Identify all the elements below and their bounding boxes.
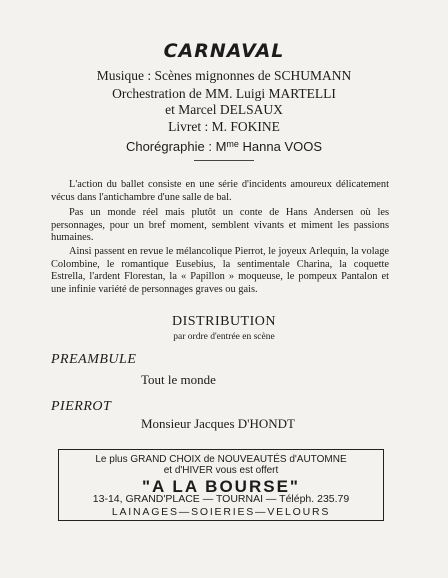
synopsis-paragraph-2: Pas un monde réel mais plutôt un conte de Hans Andersen où les personnages, pour un bref moment, semblent vivants et miment les passions humaines. — [51, 207, 389, 243]
role-name: PIERROT — [51, 399, 112, 414]
choreography-prefix: Chorégraphie : M — [125, 139, 227, 154]
distribution-heading: DISTRIBUTION — [172, 314, 276, 329]
choreography-credit — [0, 136, 448, 155]
orchestration-credit-2: et Marcel DELSAUX — [165, 102, 283, 117]
synopsis-paragraph-1: L'action du ballet consiste en une série d'incidents amoureux délicatement vécus dans l'antichambre d'une salle de bal. — [51, 179, 389, 203]
libretto-credit: Livret : M. FOKINE — [168, 119, 280, 134]
ad-address: 13-14, GRAND'PLACE — TOURNAI — Téléph. 235.79 — [92, 493, 350, 505]
role-name: PREAMBULE — [51, 352, 137, 367]
ad-store-name: "A LA BOURSE" — [142, 477, 300, 496]
choreography-name: Hanna VOOS — [238, 139, 323, 154]
synopsis-paragraph-3: Ainsi passent en revue le mélancolique Pierrot, le joyeux Arlequin, la volage Colombine, le romantique Eusebius, la sentimentale Charina, la coquette Estrella, l'ardent Florestan, la « Papillon » moqueuse, le pompeux Pantalon et une infinie variété de personnages graves ou gais. — [51, 246, 389, 295]
advertisement-box — [58, 449, 384, 521]
divider-rule — [194, 160, 254, 161]
ballet-title: CARNAVAL — [163, 40, 285, 62]
ad-products: LAINAGES—SOIERIES—VELOURS — [111, 506, 331, 518]
role-cast: Tout le monde — [141, 372, 216, 387]
ad-line-1: Le plus GRAND CHOIX de NOUVEAUTÉS d'AUTOMNE — [95, 454, 347, 465]
choreography-superscript: me — [226, 139, 239, 149]
orchestration-credit: Orchestration de MM. Luigi MARTELLI — [112, 86, 336, 101]
role-cast: Monsieur Jacques D'HONDT — [141, 416, 295, 431]
ad-line-2: et d'HIVER vous est offert — [163, 465, 279, 476]
music-credit: Musique : Scènes mignonnes de SCHUMANN — [96, 68, 352, 83]
distribution-subheading: par ordre d'entrée en scène — [173, 332, 275, 342]
